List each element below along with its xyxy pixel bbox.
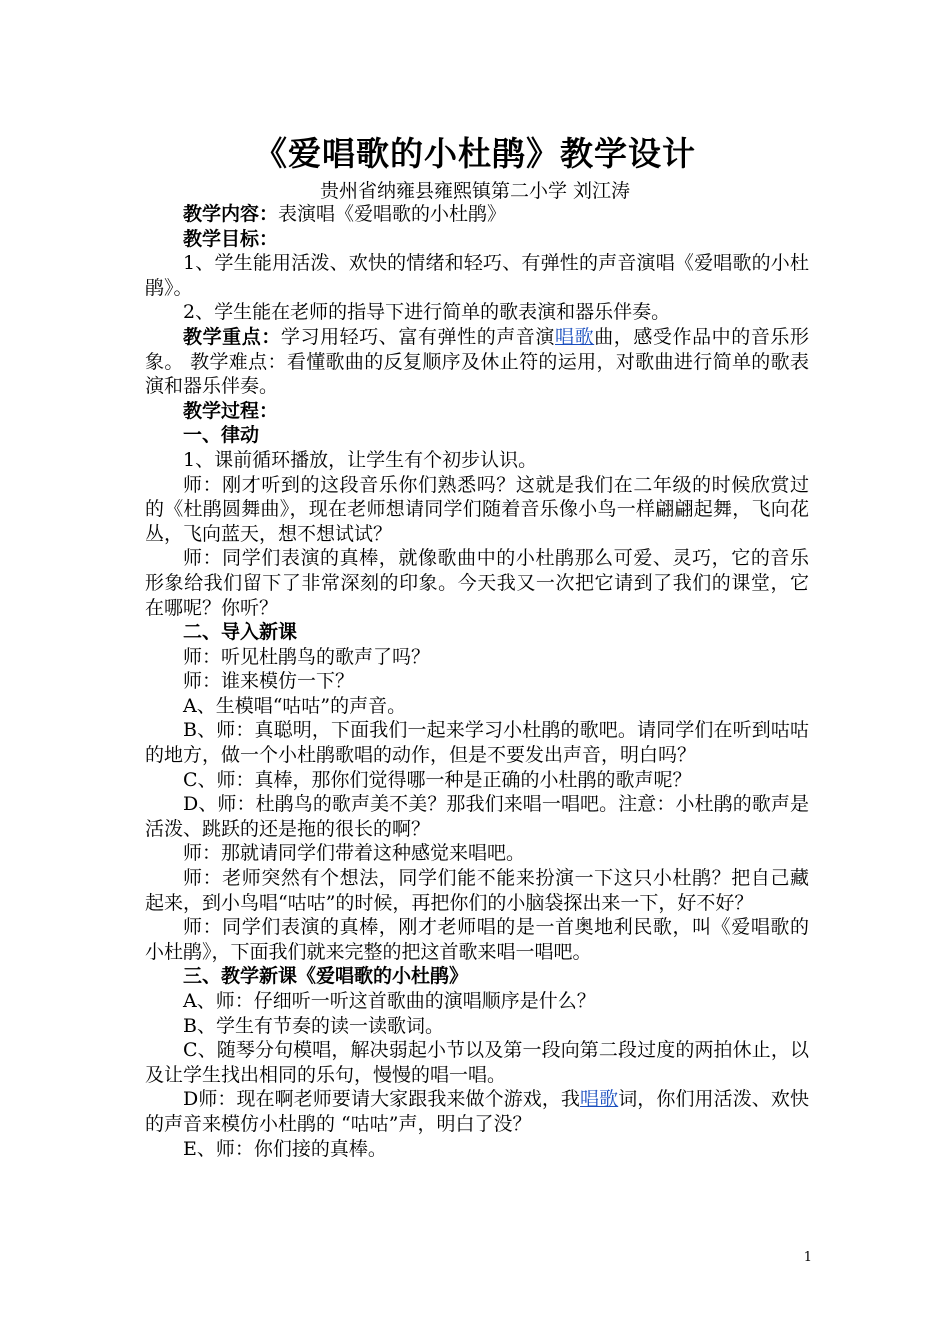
paragraph: D、师：杜鹃鸟的歌声美不美？那我们来唱一唱吧。注意：小杜鹃的歌声是活泼、跳跃的还是拖的很长的啊？ xyxy=(145,793,809,840)
document-body xyxy=(145,202,809,1161)
teaching-process-heading: 教学过程： xyxy=(183,399,279,422)
paragraph: 师：同学们表演的真棒，就像歌曲中的小杜鹃那么可爱、灵巧，它的音乐形象给我们留下了非常深刻的印象。今天我又一次把它请到了我们的课堂，它在哪呢？你听？ xyxy=(145,547,809,619)
document-title: 《爱唱歌的小杜鹃》教学设计 xyxy=(254,134,696,173)
teaching-focus: 教学重点：学习用轻巧、富有弹性的声音演唱歌曲，感受作品中的音乐形象。 教学难点：看懂歌曲的反复顺序及休止符的运用，对歌曲进行简单的歌表演和器乐伴奏。 xyxy=(145,325,809,398)
section-2-heading: 二、导入新课 xyxy=(183,621,298,644)
paragraph: 师：老师突然有个想法，同学们能不能来扮演一下这只小杜鹃？把自己藏起来，到小鸟唱“咕咕”的时候，再把你们的小脑袋探出来一下，好不好？ xyxy=(145,867,809,914)
paragraph: D师：现在啊老师要请大家跟我来做个游戏，我唱歌词，你们用活泼、欢快的声音来模仿小杜鹃的 “咕咕”声，明白了没？ xyxy=(145,1088,809,1135)
paragraph: 师：那就请同学们带着这种感觉来唱吧。 xyxy=(183,842,526,865)
teaching-focus-label: 教学重点： xyxy=(183,325,281,348)
author-line: 贵州省纳雍县雍熙镇第二小学 刘江涛 xyxy=(319,180,631,202)
goal-1: 1、学生能用活泼、欢快的情绪和轻巧、有弹性的声音演唱《爱唱歌的小杜鹃》。 xyxy=(145,252,809,299)
paragraph: C、随琴分句模唱，解决弱起小节以及第一段向第二段过度的两拍休止，以及让学生找出相同的乐句，慢慢的唱一唱。 xyxy=(145,1039,809,1086)
teaching-goals-heading: 教学目标： xyxy=(183,227,279,250)
paragraph: B、学生有节奏的读一读歌词。 xyxy=(183,1014,444,1037)
paragraph: 师：同学们表演的真棒，刚才老师唱的是一首奥地利民歌，叫《爱唱歌的小杜鹃》，下面我们就来完整的把这首歌来唱一唱吧。 xyxy=(145,916,809,963)
paragraph: B、师：真聪明，下面我们一起来学习小杜鹃的歌吧。请同学们在听到咕咕的地方，做一个小杜鹃歌唱的动作，但是不要发出声音，明白吗？ xyxy=(145,719,809,767)
section-1-heading: 一、律动 xyxy=(183,424,260,447)
goal-2: 2、学生能在老师的指导下进行简单的歌表演和器乐伴奏。 xyxy=(183,301,671,324)
paragraph: 师：谁来模仿一下？ xyxy=(183,670,355,693)
teaching-content-label: 教学内容： xyxy=(183,203,279,225)
paragraph: 师：听见杜鹃鸟的歌声了吗？ xyxy=(183,645,431,668)
singing-link[interactable]: 唱歌 xyxy=(555,325,595,348)
singing-link[interactable]: 唱歌 xyxy=(580,1088,619,1111)
paragraph: A、生模唱“咕咕”的声音。 xyxy=(183,694,407,717)
teaching-content xyxy=(145,202,809,227)
paragraph: 师：刚才听到的这段音乐你们熟悉吗？这就是我们在二年级的时候欣赏过的《杜鹃圆舞曲》，现在老师想请同学们随着音乐像小鸟一样翩翩起舞，飞向花丛，飞向蓝天，想不想试试？ xyxy=(145,473,809,545)
section-3-heading: 三、教学新课《爱唱歌的小杜鹃》 xyxy=(183,965,469,988)
page-number: 1 xyxy=(803,1250,812,1265)
paragraph: E、师：你们接的真棒。 xyxy=(183,1137,387,1160)
teaching-content-text: 表演唱《爱唱歌的小杜鹃》 xyxy=(278,203,507,225)
paragraph: 1、课前循环播放，让学生有个初步认识。 xyxy=(183,448,538,471)
paragraph: A、师：仔细听一听这首歌曲的演唱顺序是什么？ xyxy=(183,990,596,1012)
paragraph: C、师：真棒，那你们觉得哪一种是正确的小杜鹃的歌声呢？ xyxy=(183,768,692,791)
